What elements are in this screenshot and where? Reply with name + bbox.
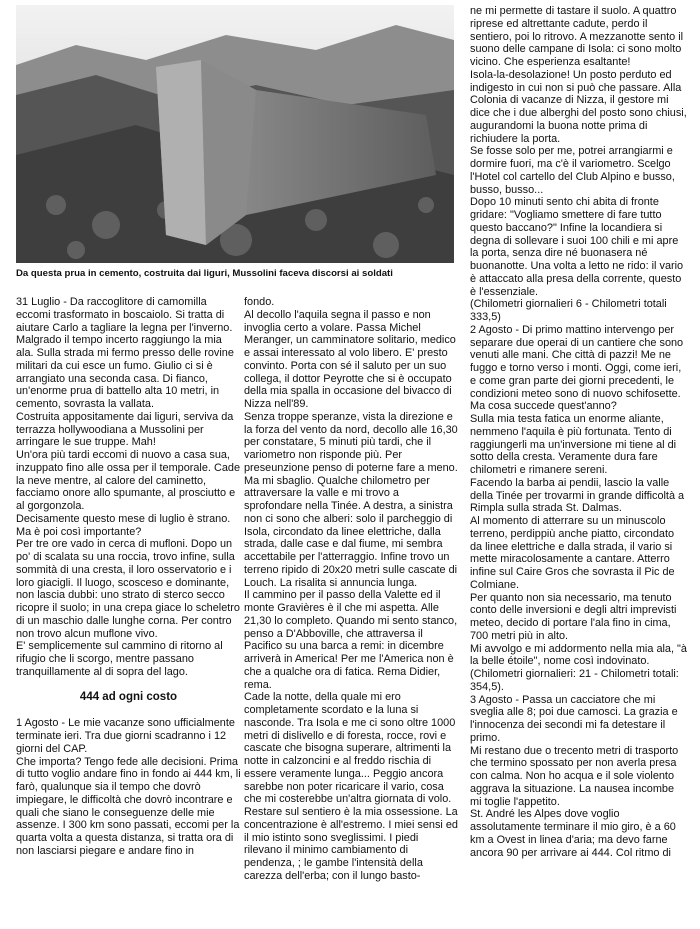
paragraph: E' semplicemente sul cammino di ritorno al rifugio che li scorgo, mentre passano tranquillamente al di sopra del lago.	[16, 640, 223, 678]
paragraph: Cade la notte, della quale mi ero completamente scordato e la luna si nasconde. Tra Isola e me ci sono oltre 1000 metri di dislivello e di foresta, rocce, rovi e cascate che bisogna superare, altrimenti la notte in calzoncini e al freddo rischia di essere veramente lunga... Peggio ancora sarebbe non poter ricaricare il vario, cosa che mi costerebbe un'altra giornata di volo.	[244, 691, 456, 806]
paragraph: Al decollo l'aquila segna il passo e non invoglia certo a volare. Passa Michel Meranger, un camminatore solitario, medico e assai interessato al volo libero. E' presto convinto. Porta con sé il saluto per un suo collega, il dottor Peyrotte che si è occupato della mia spalla in occasione del bivacco di Nizza nell'89.	[244, 308, 456, 410]
article-column-3	[470, 5, 688, 859]
paragraph: Facendo la barba ai pendii, lascio la valle della Tinée per trovarmi in grande difficoltà a Rimpla sulla strada St. Dalmas.	[470, 476, 685, 515]
paragraph: Per quanto non sia necessario, ma tenuto conto delle inversioni e degli altri imprevisti meteo, decido di portare l'ala fino in cima, 700 metri più in alto.	[470, 591, 677, 642]
paragraph: Mi restano due o trecento metri di trasporto che termino spossato per non averla presa con calma. Non ho acqua e il sole violento aggrava la situazione. La nausea incombe mi toglie l'appetito.	[470, 744, 679, 808]
paragraph: Mi avvolgo e mi addormento nella mia ala, "à la belle étoile", nome così indovinato.	[470, 642, 687, 668]
paragraph: Dopo 10 minuti sento chi abita di fronte gridare: "Vogliamo smettere di fare tutto questo baccano?" Infine la locandiera si degna di sollevare i suoi 100 chili e mi apre la porta, senza dire né buonasera né buonanotte. Una volta a letto ne rido: il vario è attaccato alla presa della corrente, questo è l'essenziale.	[470, 196, 684, 298]
paragraph: Costruita appositamente dai liguri, serviva da terrazza hollywoodiana a Mussolini per arringare le sue truppe. Mah!	[16, 410, 234, 449]
paragraph: fondo.	[244, 296, 275, 308]
photo-caption: Da questa prua in cemento, costruita dai liguri, Mussolini faceva discorsi ai soldati	[16, 268, 393, 279]
paragraph: Malgrado il tempo incerto raggiungo la mia ala. Sulla strada mi fermo presso delle rovine militari da cui esce un fumo. Giulio ci si è arrangiato una seconda casa. Di fianco, un'enorme prua di battello alta 10 metri, in cemento, sovrasta la vallata.	[16, 334, 234, 410]
paragraph: ne mi permette di tastare il suolo. A quattro riprese ed altrettante cadute, perdo il sentiero, poi lo ritrovo. A mezzanotte sento il suono delle campane di Isola: ci sono molto vicino. Che esperienza esaltante!	[470, 5, 684, 68]
article-column-2	[244, 296, 458, 883]
paragraph: (Chilometri giornalieri 6 - Chilometri totali 333,5)	[470, 298, 667, 323]
paragraph: (Chilometri giornalieri: 21 - Chilometri totali: 354,5).	[470, 668, 679, 693]
photo-concrete-prow-icon	[16, 5, 454, 263]
paragraph: Per tre ore vado in cerca di mufloni. Dopo un po' di scalata su una roccia, trovo infine, sulla sommità di una cresta, il loro osservatorio e i loro giacigli. Il luogo, scosceso e dominante, non lascia dubbi: uno strato di sterco secco ricopre il suolo; in una crepa giace lo scheletro di un maschio dalle lunghe corna. Per contro non trovo alcun muflone vivo.	[16, 538, 240, 640]
paragraph: Restare sul sentiero è la mia ossessione. La concentrazione è all'estremo. I miei sensi ed il mio istinto sono sveglissimi. I piedi rilevano il minimo cambiamento di pendenza, ; le gambe l'intensità della carezza dell'erba; con il lungo basto-	[244, 806, 458, 882]
paragraph: Isola-la-desolazione! Un posto perduto ed indigesto in cui non si può che passare. Alla Colonia di vacanze di Nizza, il gestore mi dice che i due alberghi del posto sono chiusi, augurandomi la buona notte prima di richiudere la porta.	[470, 68, 687, 145]
paragraph: Il cammino per il passo della Valette ed il monte Gravières è il che mi aspetta. Alle 21,30 lo completo. Quando mi sento stanco, penso a D'Abboville, che attraversa il Pacifico su una barca a remi: in dicembre arriverà in America! Per me l'America non è che a qualche ora di fatica. Rema Didier, rema.	[244, 589, 458, 691]
paragraph: 3 Agosto - Passa un cacciatore che mi sveglia alle 8; poi due camosci. La grazia e l'innocenza dei secondi mi fa detestare il primo.	[470, 693, 678, 744]
paragraph: Un'ora più tardi eccomi di nuovo a casa sua, inzuppato fino alle ossa per il temporale. Cade la neve mentre, al calore del caminetto, facciamo onore allo spumante, al prosciutto e al gorgonzola.	[16, 449, 240, 512]
paragraph: 2 Agosto - Di primo mattino intervengo per separare due operai di un cantiere che sono venuti alle mani. Che città di pazzi! Me ne fuggo e torno verso i monti. Oggi, come ieri, e come gran parte dei giorni precedenti, le condizioni meteo sono di nuovo schifosette. Ma cosa succede quest'anno?	[470, 323, 684, 413]
paragraph: Decisamente questo mese di luglio è strano. Ma è poi così importante?	[16, 512, 231, 538]
section-heading: 444 ad ogni costo	[79, 690, 178, 703]
article-column-1	[16, 296, 241, 858]
paragraph: St. André les Alpes dove voglio assolutamente terminare il mio giro, è a 60 km a Ovest in linea d'aria; ma devo farne ancora 90 per arrivare ai 444. Col ritmo di	[470, 808, 676, 859]
paragraph: Al momento di atterrare su un minuscolo terreno, perdippiù anche piatto, circondato da linee elettriche e dalla strada, il vario si mette miracolosamente a cantare. Atterro infine sul Caire Gros che sovrasta il Pic de Colmiane.	[470, 515, 675, 591]
paragraph: 31 Luglio - Da raccoglitore di camomilla eccomi trasformato in boscaiolo. Si tratta di aiutare Carlo a tagliare la legna per l'inverno.	[16, 296, 233, 334]
paragraph: Che importa? Tengo fede alle decisioni. Prima di tutto voglio andare fino in fondo ai 444 km, li farò, qualunque sia il tempo che dovrò impiegare, le difficoltà che dovrò incontrare e quali che siano le conseguenze delle mie assenze. I 300 km sono passati, eccomi per la quarta volta a questa distanza, si tratta ora di non lasciarsi piegare e andare fino in	[16, 755, 241, 857]
paragraph: Senza troppe speranze, vista la direzione e la forza del vento da nord, decollo alle 16,30 per constatare, 5 minuti più tardi, che il variometro non risponde più. Per preseunzione penso di poterne fare a meno. Ma mi sbaglio. Qualche chilometro per attraversare la valle e mi trovo a sprofondare nella Tinée. A destra, a sinistra non ci sono che alberi: solo il parcheggio di Isola, circondato da linee elettriche, dalla strada, dalle case e dal fiume, mi sembra accettabile per l'atterraggio. Infine trovo un terreno ripido di 20x20 metri sulle cascate di Louch. La risalita si annuncia lunga.	[244, 410, 458, 589]
concrete-prow-photo	[16, 5, 454, 263]
paragraph: Se fosse solo per me, potrei arrangiarmi e dormire fuori, ma c'è il variometro. Scelgo l'Hotel col cartello del Club Alpino e busso, busso, busso...	[470, 145, 675, 196]
paragraph: Sulla mia testa fatica un enorme aliante, nemmeno l'aquila è più fortunata. Tento di raggiungerli ma un'inversione mi tiene al di sotto della cresta. Veramente dura fare chilometri e rimanere sereni.	[470, 413, 677, 476]
paragraph: 1 Agosto - Le mie vacanze sono ufficialmente terminate ieri. Tra due giorni scadranno i 12 giorni del CAP.	[16, 717, 235, 755]
